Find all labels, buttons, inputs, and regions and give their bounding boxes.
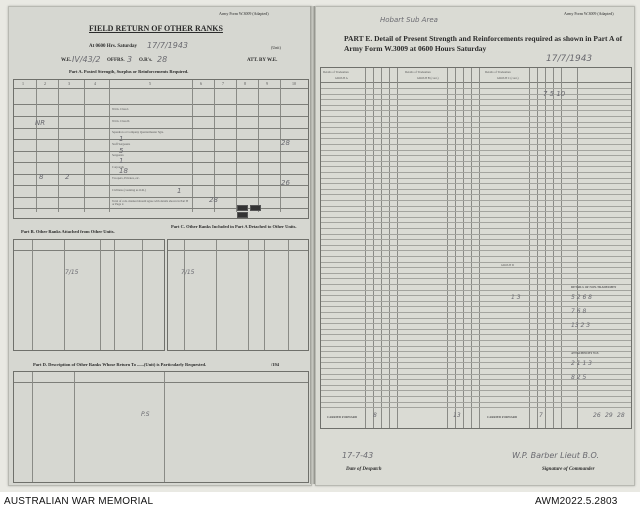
column-number: 1 <box>22 81 24 86</box>
part-c-table <box>167 239 309 351</box>
row-rule <box>321 88 631 89</box>
row-rule <box>321 122 631 123</box>
hw-entry: NR <box>35 119 46 127</box>
attached-label: ATTACHED BY W.E. <box>571 351 600 355</box>
hours-line: At 0600 Hrs. Saturday <box>89 44 138 49</box>
row-rule <box>321 357 631 358</box>
part-d-year: /194 <box>271 362 280 367</box>
carried-value: 26 <box>593 412 601 419</box>
row-rule <box>321 150 631 151</box>
redaction-block <box>237 205 248 211</box>
we-value: IV/43/2 <box>72 55 101 64</box>
offrs-value: 3 <box>127 55 133 64</box>
row-rule <box>14 151 308 152</box>
group-header: Details of Tradesmen <box>405 70 431 74</box>
row-rule <box>321 273 631 274</box>
rank-row-label: Squadron or Company Quartermaster Sgts. <box>112 130 164 134</box>
column-number: 9 <box>266 81 268 86</box>
row-rule <box>321 194 631 195</box>
row-rule <box>321 166 631 167</box>
part-b-heading: Part B. Other Ranks Attached from Other Units. <box>21 229 115 234</box>
row-rule <box>321 155 631 156</box>
hw-entry: 2 <box>65 173 70 181</box>
row-rule <box>321 116 631 117</box>
row-rule <box>321 390 631 391</box>
redaction-block <box>237 212 248 218</box>
row-rule <box>321 183 631 184</box>
row-rule <box>321 161 631 162</box>
unit-name: Hobart Sub Area <box>380 16 438 24</box>
row-rule <box>321 267 631 268</box>
part-a-table <box>13 79 309 219</box>
collection-name: AUSTRALIAN WAR MEMORIAL <box>4 496 154 507</box>
offrs-label: OFFRS. <box>107 58 125 63</box>
row-rule <box>321 334 631 335</box>
rank-row-label: W.Os. Class I. <box>112 107 130 111</box>
column-number: 5 <box>149 81 151 86</box>
group-label: GROUP A <box>335 76 348 80</box>
row-rule <box>321 206 631 207</box>
row-rule <box>321 407 631 408</box>
row-rule <box>321 178 631 179</box>
part-c-entry: 7/15 <box>181 269 195 276</box>
row-rule <box>14 174 308 175</box>
column-number: 10 <box>292 81 296 86</box>
row-rule <box>321 110 631 111</box>
column-number: 6 <box>200 81 202 86</box>
row-rule <box>321 94 631 95</box>
row-rule <box>321 239 631 240</box>
part-c-heading: Part C. Other Ranks Included in Part A Detached to Other Units. <box>171 224 297 229</box>
row-rule <box>321 172 631 173</box>
group-label: GROUP C (cont.) <box>497 76 519 80</box>
row-rule <box>321 105 631 106</box>
left-form-ref: Army Form W.3009 (Adapted) <box>219 11 269 16</box>
row-rule <box>321 250 631 251</box>
unit-label: (Unit) <box>271 45 281 50</box>
column-number: 8 <box>244 81 246 86</box>
hw-entry: 26 <box>281 179 290 187</box>
part-d-heading: Part D. Description of Other Ranks Whose Return To ......(Unit) is Particularly Requested. <box>33 362 207 367</box>
row-rule <box>321 256 631 257</box>
part-a-heading: Part A. Posted Strength, Surplus or Reinforcements Required. <box>69 69 189 74</box>
hw-entry: 28 <box>209 196 218 204</box>
row-rule <box>14 197 308 198</box>
carried-value: 28 <box>617 412 625 419</box>
row-rule <box>321 318 631 319</box>
part-e-heading: PART E. Detail of Present Strength and Reinforcements required as shown in Part A of Army Form W.3009 at 0600 Hours Saturday <box>344 34 623 53</box>
group-header: Details of Tradesmen <box>323 70 349 74</box>
carried-forward-label: CARRIED FORWARD <box>327 415 358 419</box>
carried-value: 29 <box>605 412 613 419</box>
or-value: 28 <box>157 55 168 64</box>
accession-number: AWM2022.5.2803 <box>535 496 618 507</box>
row-rule <box>321 402 631 403</box>
rank-row-label: Staff Sergeants <box>112 141 131 146</box>
carried-value: 8 <box>373 412 377 419</box>
row-rule <box>321 189 631 190</box>
hw-entry: 2 1 1 3 <box>571 360 592 367</box>
column-number: 7 <box>222 81 224 86</box>
rank-row-label: Troopers, Privates, etc. <box>112 176 140 180</box>
commander-signature: W.P. Barber Lieut B.O. <box>512 451 600 460</box>
rank-row-label: W.Os. Class II. <box>112 118 131 123</box>
row-rule <box>321 228 631 229</box>
despatch-label: Date of Despatch <box>346 467 382 472</box>
hw-entry: 5 <box>119 147 124 155</box>
row-rule <box>321 278 631 279</box>
row-rule <box>321 133 631 134</box>
hw-entry: 28 <box>281 139 290 147</box>
row-rule <box>321 396 631 397</box>
row-rule <box>321 245 631 246</box>
column-number: 2 <box>44 81 46 86</box>
right-form-ref: Army Form W.3009 (Adapted) <box>564 11 614 16</box>
part-e-date: 17/7/1943 <box>546 54 593 64</box>
left-title: FIELD RETURN OF OTHER RANKS <box>89 24 223 33</box>
row-rule <box>321 340 631 341</box>
or-label: O.R's. <box>139 58 153 63</box>
row-rule <box>14 139 308 140</box>
part-d-entry: P.S <box>141 411 150 418</box>
hw-entry: 1 <box>119 157 124 165</box>
despatch-date: 17-7-43 <box>342 451 374 460</box>
rank-row-label: Civilians (counting as O.R.) <box>112 187 146 192</box>
rank-row-label: Corporals <box>112 164 124 169</box>
redaction-block <box>250 205 261 211</box>
part-b-table <box>13 239 165 351</box>
row-rule <box>321 262 631 263</box>
carried-value: 13 <box>453 412 461 419</box>
hw-entry: 8 <box>39 173 44 181</box>
row-rule <box>321 222 631 223</box>
row-rule <box>321 290 631 291</box>
group-label: GROUP B (cont.) <box>417 76 439 80</box>
hw-entry: 7 6 8 <box>571 308 587 315</box>
hours-date: 17/7/1943 <box>147 41 189 50</box>
hw-entry: 1 <box>119 135 124 143</box>
row-rule <box>321 217 631 218</box>
rank-row-label: Sergeants <box>112 153 124 157</box>
non-tradesmen-label: DETAILS OF NON-TRADESMEN <box>571 285 617 289</box>
att-label: ATT. BY W.E. <box>247 58 278 63</box>
row-rule <box>321 200 631 201</box>
hw-entry: 8 2 5 <box>571 374 587 381</box>
column-number: 3 <box>68 81 70 86</box>
row-rule <box>321 144 631 145</box>
caption-bar <box>0 492 640 512</box>
column-number: 4 <box>94 81 96 86</box>
row-rule <box>321 368 631 369</box>
group-label: GROUP D <box>501 263 514 267</box>
row-rule <box>321 234 631 235</box>
carried-forward-label: CARRIED FORWARD <box>487 415 518 419</box>
hw-entry: 18 <box>119 167 128 175</box>
row-rule <box>321 385 631 386</box>
row-rule <box>321 99 631 100</box>
row-rule <box>321 346 631 347</box>
part-e-table <box>320 67 632 429</box>
rank-row-label: Total of cols. marked should agree with details shown in Part B or Page 2. <box>112 199 189 206</box>
row-rule <box>321 211 631 212</box>
part-b-entry: 7/15 <box>65 269 79 276</box>
row-rule <box>321 127 631 128</box>
signature-label: Signature of Commander <box>542 467 595 472</box>
hw-entry: 7 5 10 <box>543 90 566 98</box>
left-page <box>8 6 312 486</box>
hw-entry: 13 2 3 <box>571 322 591 329</box>
carried-value: 7 <box>539 412 543 419</box>
hw-entry: 5 2 6 8 <box>571 294 592 301</box>
part-d-table <box>13 371 309 483</box>
we-label: W.E. <box>61 58 72 63</box>
row-rule <box>321 138 631 139</box>
right-page <box>315 6 635 486</box>
row-rule <box>14 116 308 117</box>
row-rule <box>14 208 308 209</box>
hw-entry: 1 <box>177 187 182 195</box>
row-rule <box>14 185 308 186</box>
row-rule <box>14 128 308 129</box>
row-rule <box>14 162 308 163</box>
hw-entry: 1 3 <box>511 294 521 301</box>
group-header: Details of Tradesmen <box>485 70 511 74</box>
